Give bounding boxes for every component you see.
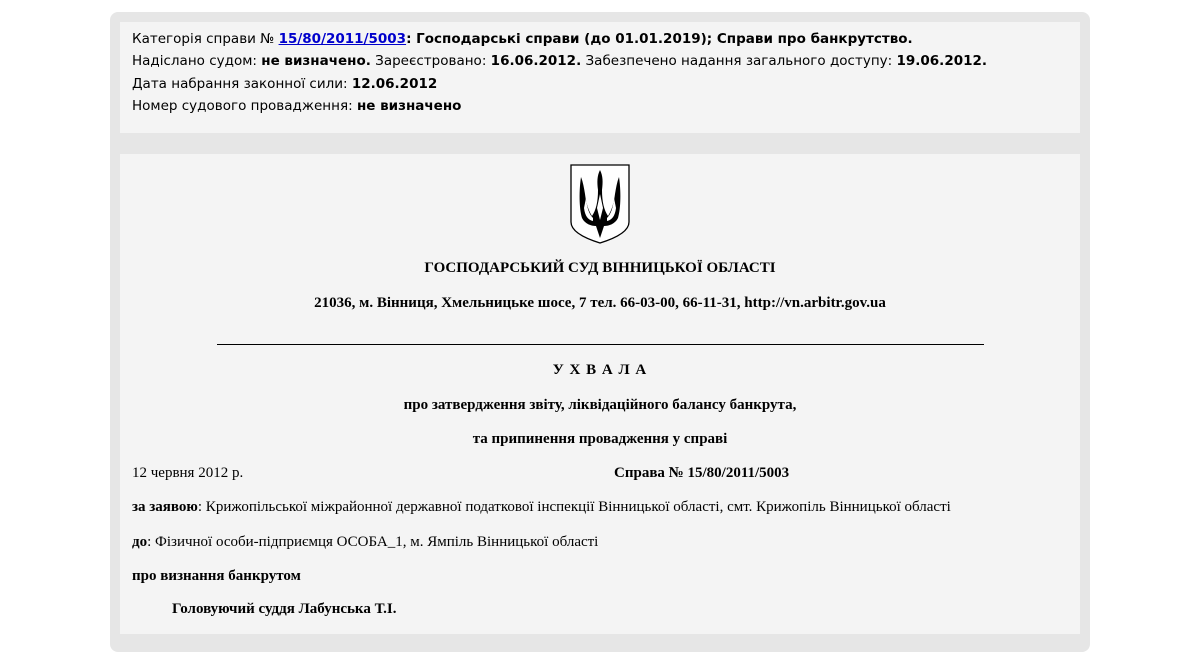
coat-of-arms-icon: [570, 164, 630, 244]
sent-value: не визначено.: [261, 53, 371, 69]
category-value: : Господарські справи (до 01.01.2019); Справи про банкрутство.: [406, 31, 913, 47]
case-number-link[interactable]: 15/80/2011/5003: [278, 31, 407, 47]
case-subject: про визнання банкрутом: [132, 568, 301, 584]
effective-label: Дата набрання законної сили:: [132, 76, 348, 92]
access-label: Забезпечено надання загального доступу:: [585, 53, 893, 69]
court-name: ГОСПОДАРСЬКИЙ СУД ВІННИЦЬКОЇ ОБЛАСТІ: [424, 260, 776, 276]
applicant-text: : Крижопільської міжрайонної державної податкової інспекції Вінницької області, смт. Крижопіль Вінницької області: [197, 499, 951, 515]
divider: [217, 344, 984, 345]
sent-label: Надіслано судом:: [132, 53, 257, 69]
respondent-line: [132, 534, 598, 551]
document-case-number: Справа № 15/80/2011/5003: [614, 465, 790, 481]
presiding-judge: Головуючий суддя Лабунська Т.І.: [172, 601, 397, 617]
document-date: 12 червня 2012 р.: [132, 465, 244, 481]
access-value: 19.06.2012.: [896, 53, 988, 69]
court-address: 21036, м. Вінниця, Хмельницьке шосе, 7 тел. 66-03-00, 66-11-31, http://vn.arbitr.gov.ua: [314, 295, 886, 311]
applicant-label: за заявою: [132, 499, 198, 515]
case-category-line: [132, 30, 913, 48]
respondent-label: до: [132, 534, 148, 550]
proceeding-label: Номер судового провадження:: [132, 98, 353, 114]
registered-label: Зареєстровано:: [375, 53, 487, 69]
case-info-panel: [120, 22, 1080, 133]
document-subtitle-2: та припинення провадження у справі: [472, 431, 728, 447]
registered-value: 16.06.2012.: [490, 53, 582, 69]
proceeding-value: не визначено: [356, 98, 462, 114]
effective-date-line: [132, 75, 437, 93]
respondent-text: : Фізичної особи-підприємця ОСОБА_1, м. Ямпіль Вінницької області: [147, 534, 599, 550]
case-dates-line: [132, 52, 987, 70]
effective-value: 12.06.2012: [351, 76, 438, 92]
document-type: У Х В А Л А: [552, 362, 648, 378]
document-panel: [120, 154, 1080, 634]
category-label: Категорія справи №: [132, 31, 275, 47]
proceeding-line: [132, 97, 461, 115]
document-subtitle-1: про затвердження звіту, ліквідаційного балансу банкрута,: [403, 397, 797, 413]
applicant-line: [132, 499, 951, 516]
